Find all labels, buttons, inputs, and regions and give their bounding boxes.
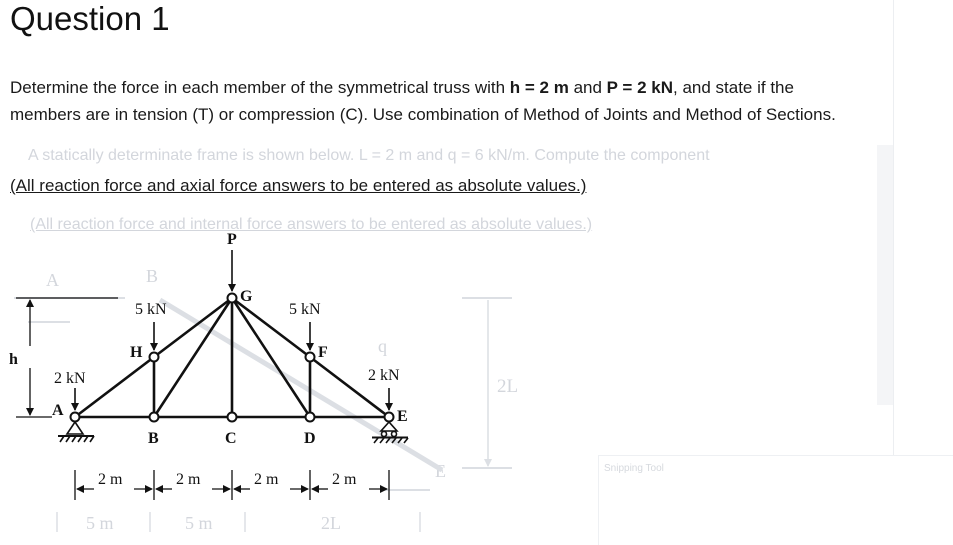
label-node-e: E	[397, 408, 408, 425]
joint-f	[306, 353, 315, 362]
height-dimension	[16, 298, 118, 417]
page-title: Question 1	[10, 0, 170, 37]
label-node-a: A	[52, 402, 64, 419]
label-node-b: B	[148, 430, 159, 447]
label-h: h	[9, 351, 18, 368]
label-span-4: 2 m	[332, 471, 357, 488]
label-node-h: H	[130, 344, 143, 361]
truss-members	[75, 298, 389, 417]
label-span-1: 2 m	[98, 471, 123, 488]
ghost-label-a: A	[46, 270, 59, 290]
joint-e	[385, 413, 394, 422]
ghost-label-e: E	[435, 461, 446, 481]
joint-c	[228, 413, 237, 422]
label-span-3: 2 m	[254, 471, 279, 488]
joint-d	[306, 413, 315, 422]
problem-rest: , and state if the members are in tension (T) or compression (C). Use combination of Method of Joints and Method of Sections.	[10, 78, 836, 124]
member-fe	[310, 357, 389, 417]
absolute-values-link[interactable]: (All reaction force and axial force answers to be entered as absolute values.)	[10, 176, 587, 195]
label-node-f: F	[318, 344, 328, 361]
member-ah	[75, 357, 154, 417]
problem-h-value: h = 2 m	[509, 78, 569, 97]
ghost-label-2l-side: 2L	[497, 376, 519, 397]
ghost-frame-drawing	[14, 298, 512, 532]
label-span-2: 2 m	[176, 471, 201, 488]
joint-a	[71, 413, 80, 422]
ghost-text-line2: (All reaction force and internal force answers to be entered as absolute values.)	[30, 216, 593, 233]
label-load-h: 5 kN	[135, 301, 167, 318]
label-node-d: D	[304, 430, 316, 447]
problem-intro: Determine the force in each member of the symmetrical truss with	[10, 78, 510, 97]
ghost-text-line1: A statically determinate frame is shown below. L = 2 m and q = 6 kN/m. Compute the component	[28, 147, 710, 164]
problem-and: and	[568, 78, 607, 97]
label-load-p: P	[227, 231, 237, 248]
label-node-c: C	[225, 430, 237, 447]
label-load-f: 5 kN	[289, 301, 321, 318]
label-node-g: G	[240, 288, 253, 305]
label-load-e: 2 kN	[368, 367, 400, 384]
ghost-label-b: B	[146, 266, 159, 286]
problem-p-value: P = 2 kN	[606, 78, 673, 97]
ghost-label-q: q	[378, 336, 387, 356]
ghost-dim-5m-1: 5 m	[86, 513, 114, 533]
ghost-dim-2l-bottom: 2L	[321, 513, 341, 533]
pin-support-a	[58, 422, 94, 442]
joint-g	[228, 294, 237, 303]
label-load-a: 2 kN	[54, 370, 86, 387]
joint-h	[150, 353, 159, 362]
ghost-dim-5m-2: 5 m	[185, 513, 213, 533]
joint-b	[150, 413, 159, 422]
snipping-tool-label: Snipping Tool	[604, 463, 664, 474]
